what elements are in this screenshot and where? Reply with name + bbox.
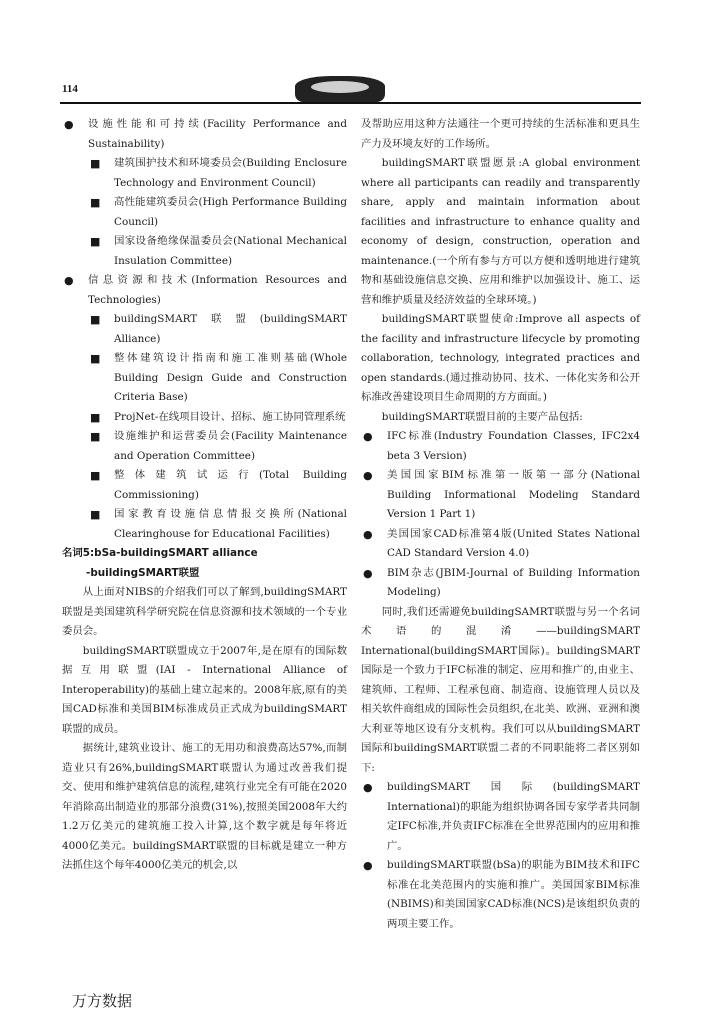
list-item: ■ 整体建筑试运行(Total Building Commissioning) (62, 466, 347, 505)
list-item: ■ 国家设备绝缘保温委员会(National Mechanical Insulation Committee) (62, 232, 347, 271)
left-column (62, 115, 347, 876)
list-item: ● buildingSMART国际(buildingSMART International)的职能为组织协调各国专家学者共同制定IFC标准,并负责IFC标准在全世界范围内的应用和推广。 (361, 778, 640, 856)
list-item: ● 设施性能和可持续(Facility Performance and Sustainability) (62, 115, 347, 154)
list-item: ■ ProjNet-在线项目设计、招标、施工协同管理系统 (62, 408, 347, 428)
paragraph: buildingSMART联盟目前的主要产品包括: (381, 410, 583, 423)
list-item: ■ 建筑围护技术和环境委员会(Building Enclosure Technology and Environment Council) (62, 154, 347, 193)
list-item: ● 美国国家CAD标准第4版(United States National CAD Standard Version 4.0) (361, 525, 640, 564)
term-heading: 名词5:bSa-buildingSMART alliance (62, 547, 258, 559)
list-item: ■ 高性能建筑委员会(High Performance Building Council) (62, 193, 347, 232)
list-item: ■ buildingSMART联盟(buildingSMART Alliance) (62, 310, 347, 349)
header-rule (60, 102, 641, 104)
list-item: ● BIM杂志(JBIM-Journal of Building Information Modeling) (361, 564, 640, 603)
list-item: ● 信息资源和技术(Information Resources and Technologies) (62, 271, 347, 310)
list-item: ● 美国国家BIM标准第一版第一部分(National Building Informational Modeling Standard Version 1 Part 1) (361, 466, 640, 525)
list-item: ● IFC标准(Industry Foundation Classes, IFC2x4 beta 3 Version) (361, 427, 640, 466)
paragraph: 及帮助应用这种方法通往一个更可持续的生活标准和更具生产力及环境友好的工作场所。 (361, 118, 640, 150)
right-column (361, 115, 640, 934)
paragraph: 据统计,建筑业设计、施工的无用功和浪费高达57%,而制造业只有26%,buildingSMART联盟认为通过改善我们提交、使用和维护建筑信息的流程,建筑行业完全有可能在2020年消除高出制造业的那部分浪费(31%),按照美国2008年大约1.2万亿美元的建筑施工投入计算,这个数字就是每年将近4000亿美元。buildingSMART联盟的目标就是建立一种方法抓住这个每年4000亿美元的机会,以 (62, 742, 347, 871)
footer-watermark: 万方数据 (72, 992, 133, 1010)
list-item: ■ 设施维护和运营委员会(Facility Maintenance and Operation Committee) (62, 427, 347, 466)
term-heading-subtitle: -buildingSMART联盟 (86, 566, 200, 579)
list-item: ■ 国家教育设施信息情报交换所(National Clearinghouse for Educational Facilities) (62, 505, 347, 544)
paragraph: buildingSMART联盟成立于2007年,是在原有的国际数据互用联盟(IAI - International Alliance of Interoperability)的基础上建立起来的。2008年底,原有的美国CAD标准和美国BIM标准成员正式成为buildingSMART联盟的成员。 (62, 644, 347, 735)
paragraph: buildingSMART联盟愿景:A global environment where all participants can readily and transparently share, apply and maintain information about facilities and infrastructure to enhance quality and economy of design, construction, operation and maintenance.(一个所有参与方可以方便和透明地进行建筑物和基础设施信息交换、应用和维护以加强设计、施工、运营和维护质量及经济效益的全球环境。) (361, 157, 640, 306)
paragraph: 从上面对NIBS的介绍我们可以了解到,buildingSMART联盟是美国建筑科学研究院在信息资源和技术领域的一个专业委员会。 (62, 586, 347, 637)
list-item: ■ 整体建筑设计指南和施工准则基础(Whole Building Design Guide and Construction Criteria Base) (62, 349, 347, 408)
list-item: ● buildingSMART联盟(bSa)的职能为BIM技术和IFC标准在北美范围内的实施和推广。美国国家BIM标准(NBIMS)和美国国家CAD标准(NCS)是该组织负责的两项主要工作。 (361, 856, 640, 934)
paragraph: buildingSMART联盟使命:Improve all aspects of the facility and infrastructure lifecycle by promoting collaboration, technology, integrated practices and open standards.(通过推动协同、技术、一体化实务和公开标准改善建设项目生命周期的方方面面。) (361, 313, 640, 403)
page-header (0, 0, 701, 110)
journal-logo (295, 76, 385, 102)
page-number: 114 (62, 83, 78, 95)
paragraph: 同时,我们还需避免buildingSAMRT联盟与另一个名词术语的混淆——buildingSMART International(buildingSMART国际)。buildingSMART国际是一个致力于IFC标准的制定、应用和推广的,由业主、建筑师、工程师、工程承包商、制造商、设施管理人员以及相关软件商组成的国际性会员组织,在北美、欧洲、亚洲和澳大利亚等地区设有分支机构。我们可以从buildingSMART国际和buildingSMART联盟二者的不同职能将二者区别如下: (361, 605, 640, 774)
